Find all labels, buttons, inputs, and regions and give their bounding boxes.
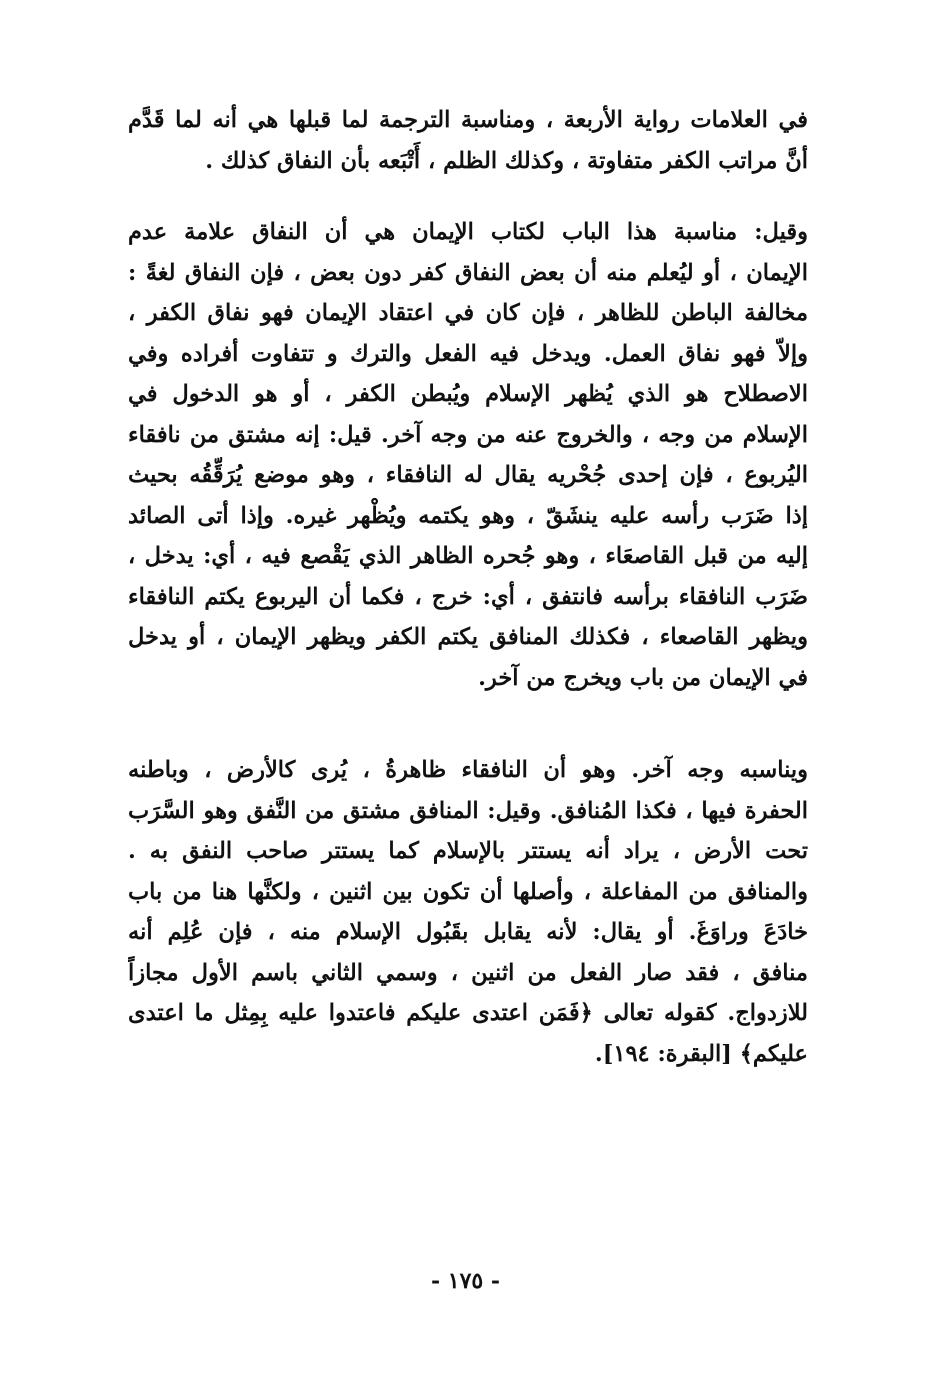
text-line: الإسلام من وجه ، والخروج عنه من وجه آخر. قيل: إنه مشتق من نافقاء — [128, 421, 808, 448]
text-line: للازدواج. كقوله تعالى ﴿فَمَن اعتدى عليكم فاعتدوا عليه بِمِثل ما اعتدى — [128, 1000, 808, 1026]
text-line: ويظهر القاصعاء ، فكذلك المنافق يكتم الكفر ويظهر الإيمان ، أو يدخل — [128, 624, 808, 650]
text-line: وقيل: مناسبة هذا الباب لكتاب الإيمان هي أن النفاق علامة عدم — [128, 219, 808, 245]
text-line: أنَّ مراتب الكفر متفاوتة ، وكذلك الظلم ، أَتْبَعه بأن النفاق كذلك . — [205, 147, 808, 174]
paragraph-2 — [128, 212, 808, 698]
paragraph-1 — [128, 100, 808, 181]
paragraph-3 — [128, 750, 808, 1074]
text-line: تحت الأرض ، يراد أنه يستتر بالإسلام كما يستتر صاحب النفق به . — [128, 838, 808, 864]
text-line: الحفرة فيها ، فكذا المُنافق. وقيل: المنافق مشتق من النَّفق وهو السَّرَب — [128, 797, 808, 824]
text-line: ضَرَب النافقاء برأسه فانتفق ، أي: خرج ، فكما أن اليربوع يكتم النافقاء — [128, 583, 808, 610]
page-number: - ١٧٥ - — [430, 1268, 501, 1294]
text-line: والمنافق من المفاعلة ، وأصلها أن تكون بين اثنين ، ولكنَّها هنا من باب — [128, 878, 808, 905]
text-line: إليه من قبل القاصعَاء ، وهو جُحره الظاهر الذي يَقْصع فيه ، أي: يدخل ، — [128, 543, 808, 569]
text-line: إذا ضَرَب رأسه عليه ينشَقّ ، وهو يكتمه ويُظْهر غيره. وإذا أتى الصائد — [128, 502, 808, 529]
text-line: في العلامات رواية الأربعة ، ومناسبة الترجمة لما قبلها هي أنه لما قَدَّم — [128, 107, 808, 133]
text-line: الاصطلاح هو الذي يُظهر الإسلام ويُبطن الكفر ، أو هو الدخول في — [128, 381, 808, 407]
text-line: وإلاّ فهو نفاق العمل. ويدخل فيه الفعل والترك و تتفاوت أفراده وفي — [128, 340, 808, 367]
text-line: عليكم﴾ [البقرة: ١٩٤]. — [594, 1040, 808, 1067]
text-line: ويناسبه وجه آخر. وهو أن النافقاء ظاهرةُ ، يُرى كالأرض ، وباطنه — [128, 757, 808, 783]
text-line: مخالفة الباطن للظاهر ، فإن كان في اعتقاد الإيمان فهو نفاق الكفر ، — [128, 300, 808, 326]
text-line: منافق ، فقد صار الفعل من اثنين ، وسمي الثاني باسم الأول مجازاً — [128, 959, 808, 986]
text-line: خادَعَ وراوَغَ. أو يقال: لأنه يقابل بقَبُول الإسلام منه ، فإن عُلِم أنه — [128, 919, 808, 945]
text-line: في الإيمان من باب ويخرج من آخر. — [478, 664, 808, 691]
text-line: الإيمان ، أو ليُعلم منه أن بعض النفاق كفر دون بعض ، فإن النفاق لغةً : — [128, 259, 808, 286]
text-line: اليُربوع ، فإن إحدى جُحْريه يقال له النافقاء ، وهو موضع يُرَقِّقُه بحيث — [128, 462, 808, 488]
